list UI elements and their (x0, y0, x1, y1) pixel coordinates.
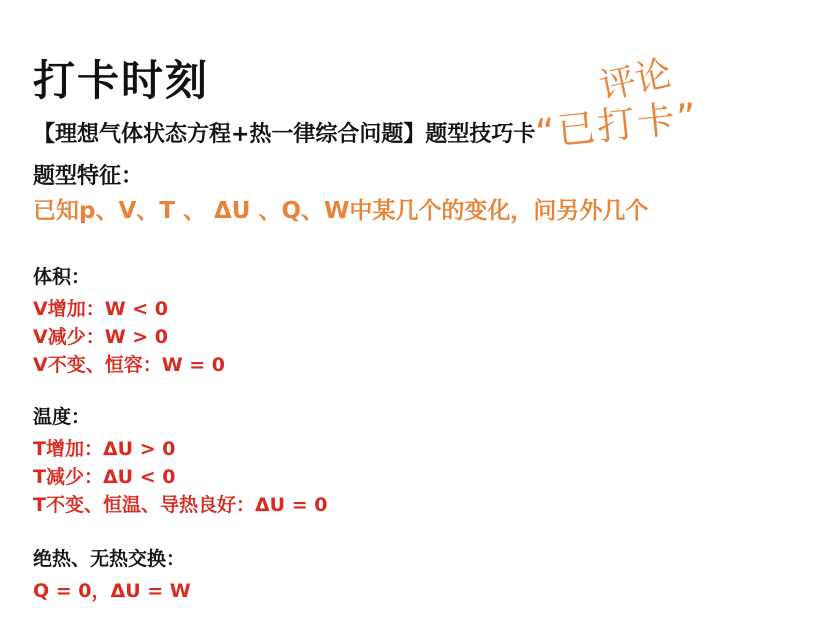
temperature-rule: T不变、恒温、导热良好：ΔU = 0 (33, 494, 328, 516)
stamp-line-checked-in: “已打卡” (533, 94, 701, 156)
temperature-title: 温度： (33, 406, 91, 428)
volume-section (33, 262, 225, 379)
adiabatic-title: 绝热、无热交换： (33, 548, 186, 570)
adiabatic-section (33, 544, 191, 605)
volume-rule: V减少：W > 0 (33, 326, 169, 348)
page-title: 打卡时刻 (33, 56, 210, 105)
volume-rule: V不变、恒容：W = 0 (33, 354, 226, 376)
temperature-section (33, 402, 327, 519)
temperature-rule: T增加：ΔU > 0 (33, 438, 176, 460)
feature-label: 题型特征： (33, 164, 144, 189)
volume-rule: V增加：W < 0 (33, 298, 169, 320)
comment-checkin-stamp (535, 52, 735, 162)
stamp-line-comment: 评论 (596, 52, 676, 108)
volume-title: 体积： (33, 266, 91, 288)
adiabatic-rule: Q = 0，ΔU = W (33, 580, 191, 602)
feature-description: 已知p、V、T 、 ΔU 、Q、W中某几个的变化，问另外几个 (33, 198, 649, 224)
card-subtitle: 【理想气体状态方程+热一律综合问题】题型技巧卡 (33, 122, 536, 147)
temperature-rule: T减少：ΔU < 0 (33, 466, 176, 488)
